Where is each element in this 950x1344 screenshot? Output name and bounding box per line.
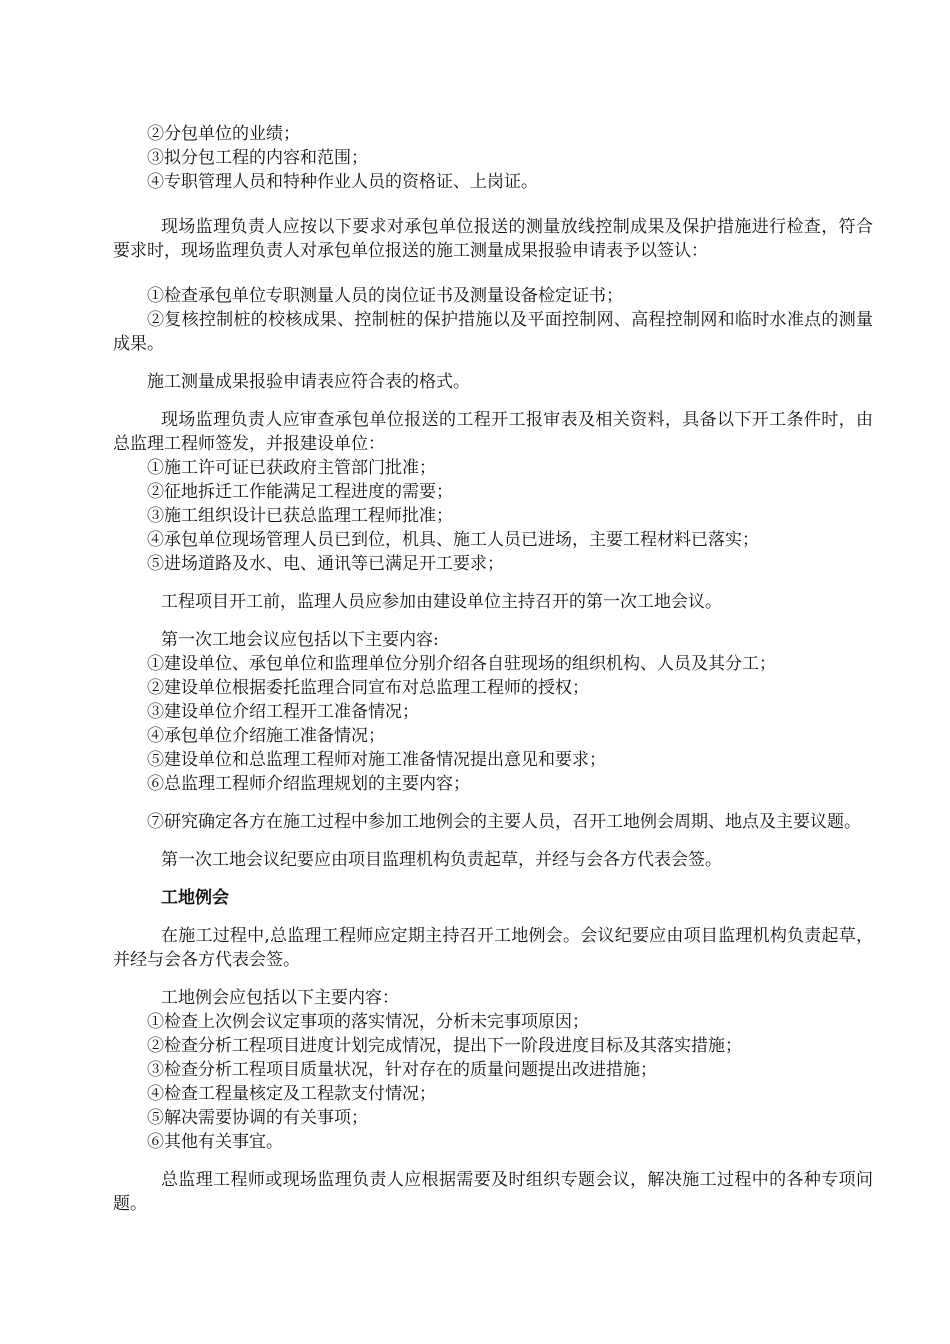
paragraph-start-conditions: 现场监理负责人应审查承包单位报送的工程开工报审表及相关资料，具备以下开工条件时，由总监理工程师签发，并报建设单位： xyxy=(113,410,873,454)
list-item: ②复核控制桩的校核成果、控制桩的保护措施以及平面控制网、高程控制网和临时水准点的测量成果。 xyxy=(113,310,873,354)
document-page xyxy=(113,122,873,1216)
section-heading-regular-meeting: 工地例会 xyxy=(161,888,229,908)
paragraph-first-meeting-minutes: 第一次工地会议纪要应由项目监理机构负责起草，并经与会各方代表会签。 xyxy=(161,850,722,870)
list-item: ①检查上次例会议定事项的落实情况，分析未完事项原因； xyxy=(147,1012,589,1032)
list-item: ②检查分析工程项目进度计划完成情况，提出下一阶段进度目标及其落实措施； xyxy=(147,1036,742,1056)
paragraph-survey-format: 施工测量成果报验申请表应符合表的格式。 xyxy=(147,372,470,392)
list-item: ②征地拆迁工作能满足工程进度的需要； xyxy=(147,482,453,502)
regular-meeting-list xyxy=(113,1010,873,1154)
list-item: ①施工许可证已获政府主管部门批准； xyxy=(147,458,436,478)
list-item: ④承包单位现场管理人员已到位，机具、施工人员已进场，主要工程材料已落实； xyxy=(147,530,759,550)
list-item: ④检查工程量核定及工程款支付情况； xyxy=(147,1084,436,1104)
list-item-seven: ⑦研究确定各方在施工过程中参加工地例会的主要人员，召开工地例会周期、地点及主要议题。 xyxy=(147,812,861,832)
list-item: ②分包单位的业绩； xyxy=(147,124,300,144)
first-meeting-list xyxy=(113,652,873,796)
paragraph-regular-meeting-content: 工地例会应包括以下主要内容： xyxy=(161,988,399,1008)
survey-check-list xyxy=(113,284,873,356)
list-item: ⑤进场道路及水、电、通讯等已满足开工要求； xyxy=(147,554,504,574)
list-item: ①检查承包单位专职测量人员的岗位证书及测量设备检定证书； xyxy=(147,286,623,306)
paragraph-first-meeting-content: 第一次工地会议应包括以下主要内容: xyxy=(161,630,439,650)
paragraph-first-meeting: 工程项目开工前，监理人员应参加由建设单位主持召开的第一次工地会议。 xyxy=(161,592,722,612)
start-conditions-list xyxy=(113,456,873,576)
list-item: ③拟分包工程的内容和范围； xyxy=(147,148,368,168)
list-item: ⑤建设单位和总监理工程师对施工准备情况提出意见和要求； xyxy=(147,750,606,770)
list-item: ③施工组织设计已获总监理工程师批准； xyxy=(147,506,453,526)
list-item: ⑤解决需要协调的有关事项； xyxy=(147,1108,368,1128)
list-item: ②建设单位根据委托监理合同宣布对总监理工程师的授权； xyxy=(147,678,589,698)
paragraph-regular-meeting: 在施工过程中,总监理工程师应定期主持召开工地例会。会议纪要应由项目监理机构负责起草，并经与会各方代表会签。 xyxy=(113,926,873,970)
subcontract-review-list xyxy=(113,122,873,194)
paragraph-special-meeting: 总监理工程师或现场监理负责人应根据需要及时组织专题会议，解决施工过程中的各种专项问题。 xyxy=(113,1170,873,1214)
list-item: ⑥总监理工程师介绍监理规划的主要内容； xyxy=(147,774,470,794)
list-item: ③检查分析工程项目质量状况，针对存在的质量问题提出改进措施； xyxy=(147,1060,657,1080)
list-item: ①建设单位、承包单位和监理单位分别介绍各自驻现场的组织机构、人员及其分工； xyxy=(147,654,776,674)
list-item: ③建设单位介绍工程开工准备情况； xyxy=(147,702,419,722)
list-item: ④专职管理人员和特种作业人员的资格证、上岗证。 xyxy=(147,172,538,192)
list-item: ⑥其他有关事宜。 xyxy=(147,1132,283,1152)
list-item: ④承包单位介绍施工准备情况； xyxy=(147,726,385,746)
paragraph-survey-review: 现场监理负责人应按以下要求对承包单位报送的测量放线控制成果及保护措施进行检查，符合要求时，现场监理负责人对承包单位报送的施工测量成果报验申请表予以签认： xyxy=(113,217,873,261)
